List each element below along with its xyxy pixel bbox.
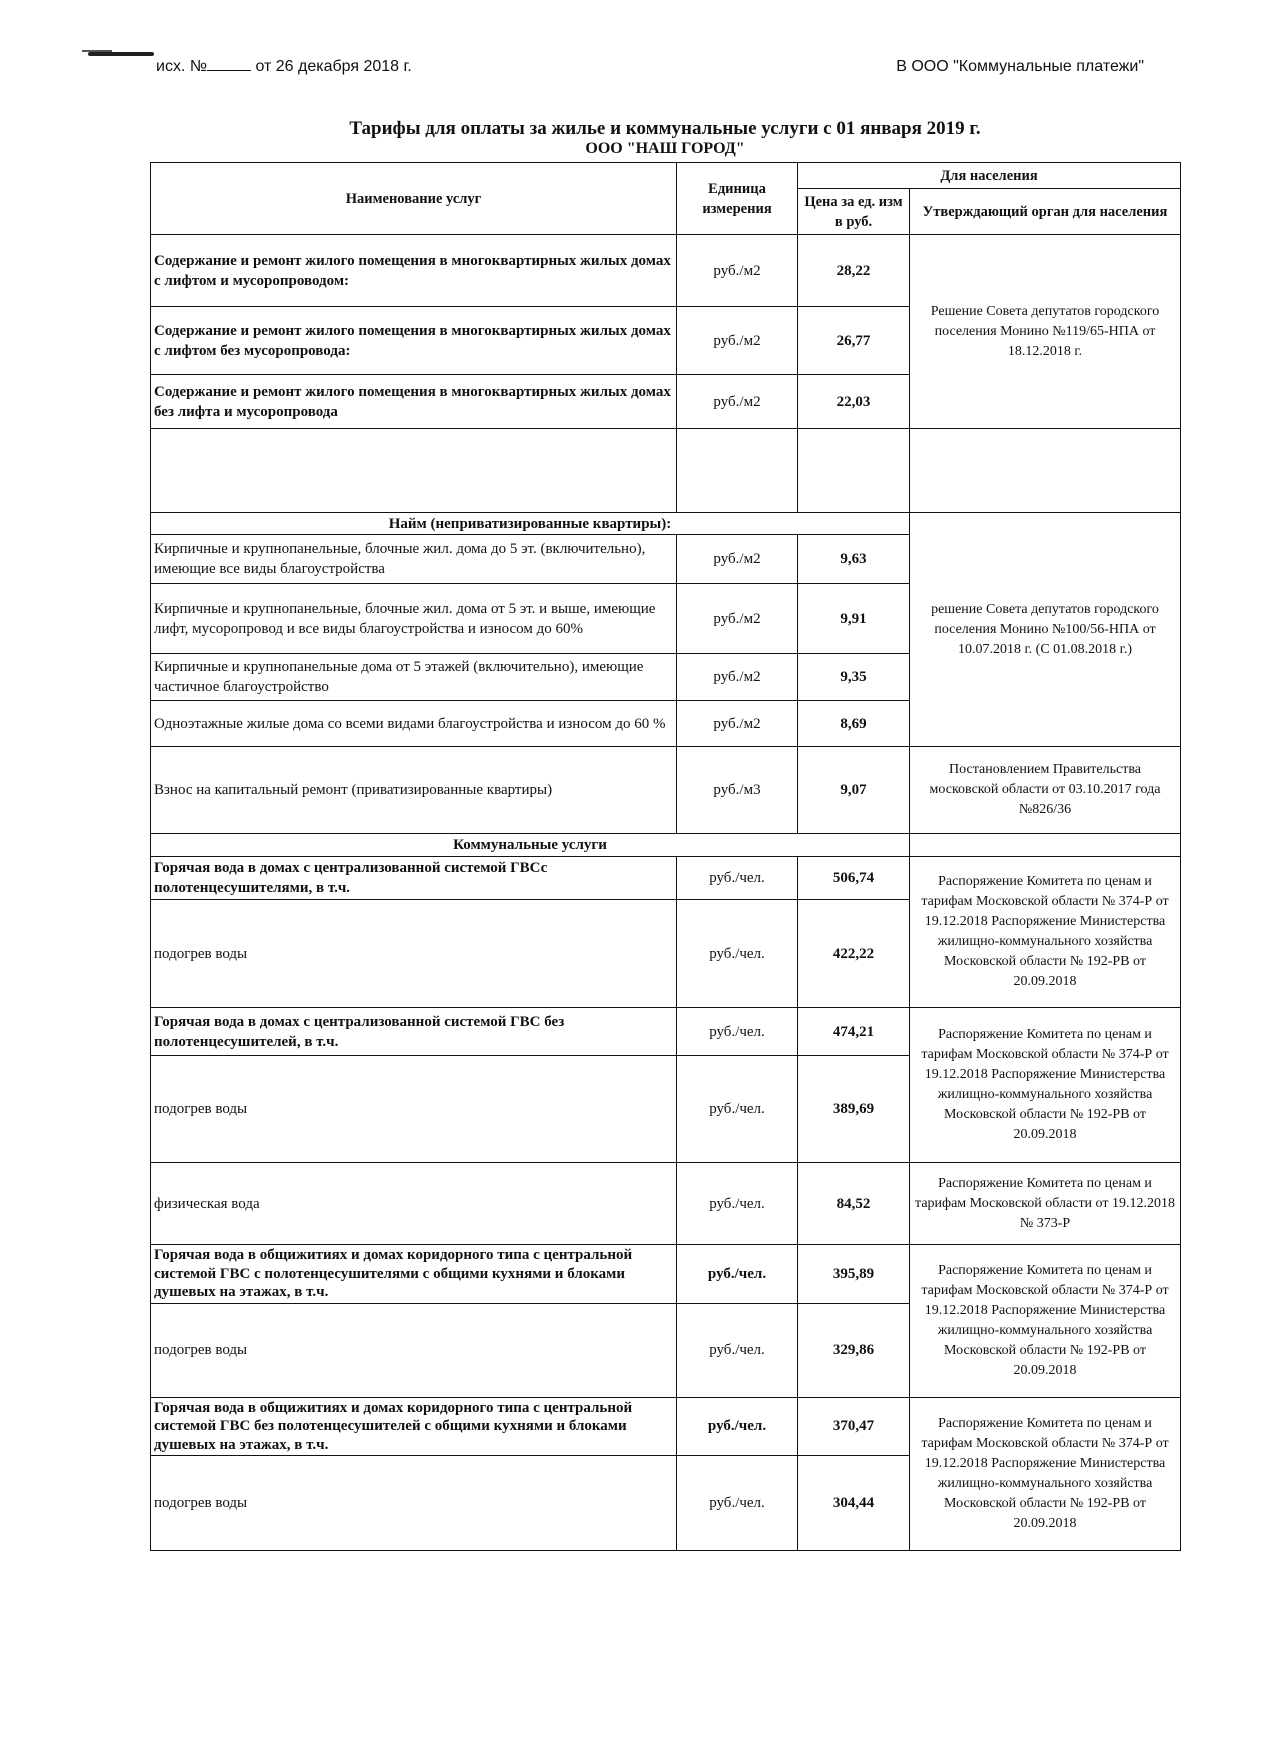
service-name: подогрев воды — [151, 1456, 677, 1551]
price: 9,63 — [798, 535, 910, 584]
header-group: Для населения — [798, 163, 1181, 189]
unit: руб./м2 — [677, 375, 798, 429]
unit: руб./м2 — [677, 584, 798, 654]
section-rent: Найм (неприватизированные квартиры): — [151, 513, 910, 535]
unit: руб./м2 — [677, 654, 798, 701]
authority: Распоряжение Комитета по ценам и тарифам Московской области от 19.12.2018 № 373-Р — [910, 1163, 1181, 1245]
pen-mark — [88, 52, 154, 56]
ref-date: от 26 декабря 2018 г. — [251, 58, 412, 75]
price: 422,22 — [798, 900, 910, 1008]
authority: Постановлением Правительства московской области от 03.10.2017 года №826/36 — [910, 747, 1181, 834]
service-name: Горячая вода в общижитиях и домах коридорного типа с центральной системой ГВС без полотенцесушителей с общими кухнями и блоками душевых на этажах, в т.ч. — [151, 1397, 677, 1456]
authority: Решение Совета депутатов городского поселения Монино №119/65-НПА от 18.12.2018 г. — [910, 235, 1181, 429]
header-unit: Единица измерения — [677, 163, 798, 235]
price: 395,89 — [798, 1245, 910, 1304]
ref-number-blank — [207, 56, 251, 71]
service-name: Содержание и ремонт жилого помещения в многоквартирных жилых домах без лифта и мусоропровода — [151, 375, 677, 429]
price: 329,86 — [798, 1303, 910, 1397]
ref-prefix: исх. № — [156, 58, 207, 75]
unit: руб./м3 — [677, 747, 798, 834]
service-name: Кирпичные и крупнопанельные, блочные жил. дома до 5 эт. (включительно), имеющие все виды благоустройства — [151, 535, 677, 584]
price: 474,21 — [798, 1008, 910, 1056]
unit: руб./чел. — [677, 857, 798, 900]
service-name: Одноэтажные жилые дома со всеми видами благоустройства и износом до 60 % — [151, 701, 677, 747]
unit: руб./чел. — [677, 1303, 798, 1397]
price: 84,52 — [798, 1163, 910, 1245]
service-name: Кирпичные и крупнопанельные, блочные жил. дома от 5 эт. и выше, имеющие лифт, мусоропровод и все виды благоустройства и износом до 60% — [151, 584, 677, 654]
unit: руб./м2 — [677, 235, 798, 307]
outgoing-reference — [156, 56, 412, 76]
service-name: Содержание и ремонт жилого помещения в многоквартирных жилых домах с лифтом и мусоропроводом: — [151, 235, 677, 307]
unit: руб./чел. — [677, 1008, 798, 1056]
price: 26,77 — [798, 307, 910, 375]
authority: Распоряжение Комитета по ценам и тарифам Московской области № 374-Р от 19.12.2018 Распоряжение Министерства жилищно-коммунального хозяйства Московской области № 192-РВ от 20.09.2018 — [910, 1008, 1181, 1163]
price: 22,03 — [798, 375, 910, 429]
unit: руб./чел. — [677, 1456, 798, 1551]
table-row — [151, 747, 1181, 834]
header-name: Наименование услуг — [151, 163, 677, 235]
section-row — [151, 834, 1181, 857]
price: 8,69 — [798, 701, 910, 747]
unit: руб./м2 — [677, 307, 798, 375]
table-row — [151, 857, 1181, 900]
price: 9,07 — [798, 747, 910, 834]
empty-cell — [910, 429, 1181, 513]
service-name: Кирпичные и крупнопанельные дома от 5 этажей (включительно), имеющие частичное благоустройство — [151, 654, 677, 701]
document-title: Тарифы для оплаты за жилье и коммунальные услуги с 01 января 2019 г. — [349, 118, 981, 139]
service-name: физическая вода — [151, 1163, 677, 1245]
table-row — [151, 1008, 1181, 1056]
unit: руб./м2 — [677, 535, 798, 584]
table-row — [151, 1163, 1181, 1245]
price: 28,22 — [798, 235, 910, 307]
price: 370,47 — [798, 1397, 910, 1456]
unit: руб./чел. — [677, 1397, 798, 1456]
service-name: подогрев воды — [151, 1303, 677, 1397]
unit: руб./чел. — [677, 1056, 798, 1163]
section-utilities: Коммунальные услуги — [151, 834, 910, 857]
empty-cell — [677, 429, 798, 513]
service-name: Взнос на капитальный ремонт (приватизированные квартиры) — [151, 747, 677, 834]
service-name: подогрев воды — [151, 1056, 677, 1163]
empty-cell — [798, 429, 910, 513]
unit: руб./м2 — [677, 701, 798, 747]
unit: руб./чел. — [677, 1163, 798, 1245]
service-name: Содержание и ремонт жилого помещения в многоквартирных жилых домах с лифтом без мусоропровода: — [151, 307, 677, 375]
authority: Распоряжение Комитета по ценам и тарифам Московской области № 374-Р от 19.12.2018 Распоряжение Министерства жилищно-коммунального хозяйства Московской области № 192-РВ от 20.09.2018 — [910, 857, 1181, 1008]
table-row — [151, 1245, 1181, 1304]
authority: Распоряжение Комитета по ценам и тарифам Московской области № 374-Р от 19.12.2018 Распоряжение Министерства жилищно-коммунального хозяйства Московской области № 192-РВ от 20.09.2018 — [910, 1245, 1181, 1398]
price: 304,44 — [798, 1456, 910, 1551]
table-row — [151, 235, 1181, 307]
tariffs-table — [150, 162, 1181, 1551]
document-subtitle: ООО "НАШ ГОРОД" — [585, 140, 745, 157]
empty-row — [151, 429, 1181, 513]
price: 9,35 — [798, 654, 910, 701]
addressee: В ООО "Коммунальные платежи" — [896, 58, 1144, 75]
price: 389,69 — [798, 1056, 910, 1163]
service-name: Горячая вода в общижитиях и домах коридорного типа с центральной системой ГВС с полотенцесушителями с общими кухнями и блоками душевых на этажах, в т.ч. — [151, 1245, 677, 1304]
service-name: Горячая вода в домах с централизованной системой ГВС без полотенцесушителей, в т.ч. — [151, 1008, 677, 1056]
header-price: Цена за ед. изм в руб. — [798, 189, 910, 235]
service-name: подогрев воды — [151, 900, 677, 1008]
empty-cell — [910, 834, 1181, 857]
unit: руб./чел. — [677, 1245, 798, 1304]
unit: руб./чел. — [677, 900, 798, 1008]
table-row — [151, 1397, 1181, 1456]
section-row — [151, 513, 1181, 535]
price: 9,91 — [798, 584, 910, 654]
price: 506,74 — [798, 857, 910, 900]
authority: решение Совета депутатов городского поселения Монино №100/56-НПА от 10.07.2018 г. (С 01.08.2018 г.) — [910, 513, 1181, 747]
header-authority: Утверждающий орган для населения — [910, 189, 1181, 235]
table-header-row — [151, 163, 1181, 189]
authority: Распоряжение Комитета по ценам и тарифам Московской области № 374-Р от 19.12.2018 Распоряжение Министерства жилищно-коммунального хозяйства Московской области № 192-РВ от 20.09.2018 — [910, 1397, 1181, 1551]
empty-cell — [151, 429, 677, 513]
service-name: Горячая вода в домах с централизованной системой ГВСс полотенцесушителями, в т.ч. — [151, 857, 677, 900]
